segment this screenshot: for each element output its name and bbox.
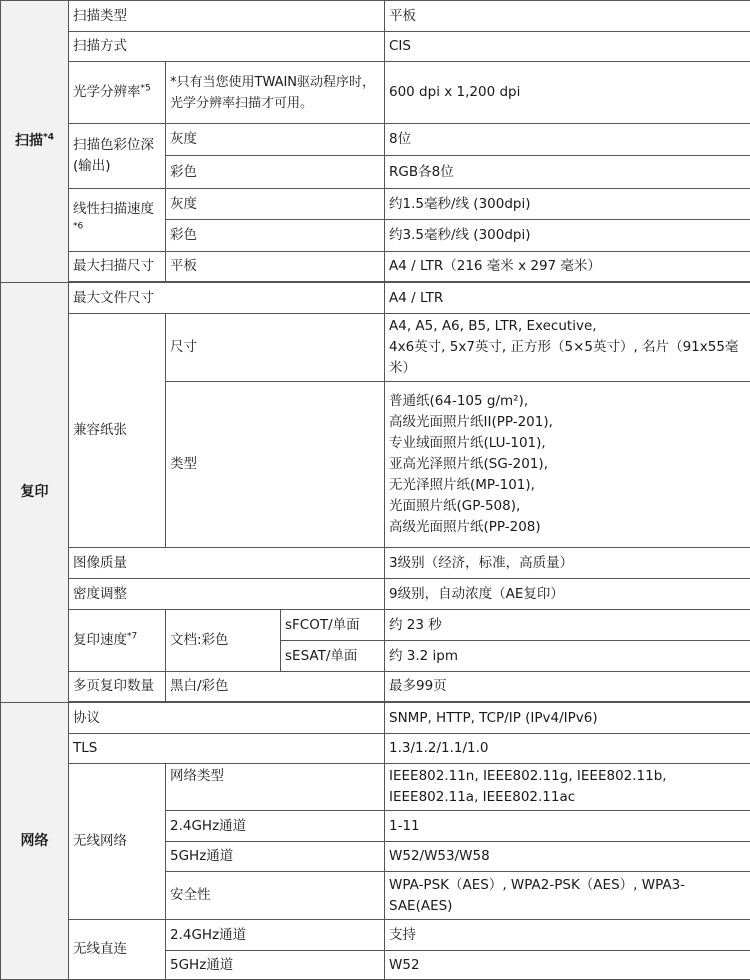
max-doc-size-value: A4 / LTR [385, 283, 750, 314]
list-item: A4, A5, A6, B5, LTR, Executive, [389, 316, 746, 337]
paper-size-value [385, 314, 750, 382]
color-depth-label: 扫描色彩位深(输出) [69, 124, 166, 189]
section-scan: 扫描$^{*4}$ [1, 1, 69, 283]
table-row [1, 189, 750, 220]
max-doc-size-label: 最大文件尺寸 [69, 283, 385, 314]
color-depth-color-value: RGB各8位 [385, 156, 750, 189]
security-value [385, 872, 750, 920]
resolution-value: 600 dpi x 1,200 dpi [385, 62, 750, 124]
table-row [1, 672, 750, 702]
security-label: 安全性 [166, 872, 385, 920]
sfcot-value: 约 23 秒 [385, 610, 750, 641]
scan-speed-gray-value: 约1.5毫秒/线 (300dpi) [385, 189, 750, 220]
scan-type-label: 扫描类型 [69, 1, 385, 32]
scan-speed-gray-label: 灰度 [166, 189, 385, 220]
wireless-24ghz-value: 1-11 [385, 811, 750, 842]
wireless-24ghz-label: 2.4GHz通道 [166, 811, 385, 842]
protocol-value: SNMP, HTTP, TCP/IP (IPv4/IPv6) [385, 703, 750, 734]
scan-speed-color-value: 约3.5毫秒/线 (300dpi) [385, 220, 750, 252]
tls-label: TLS [69, 734, 385, 764]
sesat-value: 约 3.2 ipm [385, 641, 750, 672]
table-row [1, 548, 750, 579]
direct-5ghz-value: W52 [385, 951, 750, 980]
resolution-note: *只有当您使用TWAIN驱动程序时，光学分辨率扫描才可用。 [166, 62, 385, 124]
list-item: WPA-PSK（AES）, WPA2-PSK（AES）, WPA3- [389, 875, 746, 896]
direct-24ghz-value: 支持 [385, 920, 750, 951]
sesat-label: sESAT/单面 [281, 641, 385, 672]
direct-5ghz-label: 5GHz通道 [166, 951, 385, 980]
paper-size-label: 尺寸 [166, 314, 385, 382]
multi-copy-value: 最多99页 [385, 672, 750, 702]
density-value: 9级别，自动浓度（AE复印） [385, 579, 750, 610]
table-row [1, 610, 750, 641]
wireless-5ghz-label: 5GHz通道 [166, 842, 385, 872]
wireless-type-value [385, 764, 750, 811]
color-depth-color-label: 彩色 [166, 156, 385, 189]
scan-speed-color-label: 彩色 [166, 220, 385, 252]
section-network: 网络 [1, 703, 69, 980]
scan-method-label: 扫描方式 [69, 32, 385, 62]
max-scan-size-sublabel: 平板 [166, 252, 385, 282]
table-row [1, 283, 750, 314]
table-row [1, 920, 750, 951]
wireless-type-label: 网络类型 [166, 764, 385, 811]
list-item: IEEE802.11a, IEEE802.11ac [389, 787, 746, 808]
multi-copy-sublabel: 黑白/彩色 [166, 672, 385, 702]
table-row [1, 579, 750, 610]
table-row [1, 703, 750, 734]
wifi-direct-label: 无线直连 [69, 920, 166, 980]
list-item: SAE(AES) [389, 896, 746, 917]
wireless-label: 无线网络 [69, 764, 166, 920]
direct-24ghz-label: 2.4GHz通道 [166, 920, 385, 951]
scan-type-value: 平板 [385, 1, 750, 32]
table-row [1, 124, 750, 156]
list-item: 高级光面照片纸(PP-208) [389, 517, 746, 538]
scan-method-value: CIS [385, 32, 750, 62]
max-scan-size-label: 最大扫描尺寸 [69, 252, 166, 282]
section-copy: 复印 [1, 283, 69, 703]
scan-speed-label: 线性扫描速度 $^{*6}$ [69, 189, 166, 252]
table-row [1, 32, 750, 62]
resolution-label: 光学分辨率$^{*5}$ [69, 62, 166, 124]
list-item: IEEE802.11n, IEEE802.11g, IEEE802.11b, [389, 766, 746, 787]
list-item: 4x6英寸, 5x7英寸, 正方形（5×5英寸）, 名片（91x55毫 [389, 337, 746, 358]
list-item: 光面照片纸(GP-508), [389, 496, 746, 517]
table-row [1, 764, 750, 811]
paper-label: 兼容纸张 [69, 314, 166, 548]
multi-copy-label: 多页复印数量 [69, 672, 166, 702]
list-item: 米） [389, 358, 746, 379]
table-row [1, 1, 750, 32]
table-row [1, 62, 750, 124]
image-quality-value: 3级别（经济，标准，高质量） [385, 548, 750, 579]
max-scan-size-value: A4 / LTR（216 毫米 x 297 毫米） [385, 252, 750, 282]
table-row [1, 314, 750, 382]
tls-value: 1.3/1.2/1.1/1.0 [385, 734, 750, 764]
color-depth-gray-label: 灰度 [166, 124, 385, 156]
list-item: 高级光面照片纸II(PP-201), [389, 412, 746, 433]
image-quality-label: 图像质量 [69, 548, 385, 579]
list-item: 亚高光泽照片纸(SG-201), [389, 454, 746, 475]
paper-type-label: 类型 [166, 382, 385, 548]
copy-speed-label: 复印速度$^{*7}$ [69, 610, 166, 672]
protocol-label: 协议 [69, 703, 385, 734]
sfcot-label: sFCOT/单面 [281, 610, 385, 641]
density-label: 密度调整 [69, 579, 385, 610]
table-row [1, 734, 750, 764]
table-row [1, 252, 750, 282]
copy-speed-doc-label: 文档:彩色 [166, 610, 281, 672]
color-depth-gray-value: 8位 [385, 124, 750, 156]
list-item: 普通纸(64-105 g/m²), [389, 391, 746, 412]
list-item: 专业绒面照片纸(LU-101), [389, 433, 746, 454]
wireless-5ghz-value: W52/W53/W58 [385, 842, 750, 872]
list-item: 无光泽照片纸(MP-101), [389, 475, 746, 496]
paper-type-value [385, 382, 750, 548]
